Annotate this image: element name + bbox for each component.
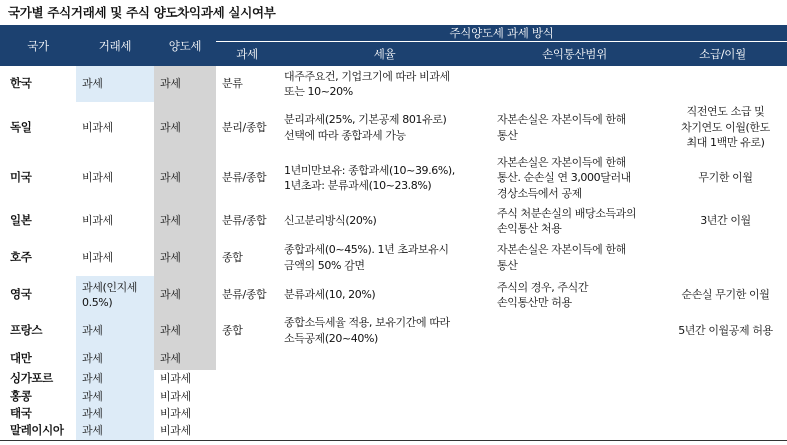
rate-cell (278, 388, 491, 405)
header-rate: 세율 (278, 42, 491, 66)
transaction-tax-cell: 과세 (76, 422, 154, 440)
taxation-cell: 분류/종합 (222, 171, 267, 185)
country-cell: 미국 (10, 170, 32, 185)
loss-offset-cell: 자본손실은 자본이득에 한해 통산. 순손실 연 3,000달러내 경상소득에서 공제 (497, 155, 631, 200)
country-cell: 일본 (10, 213, 32, 228)
carry-cell (658, 347, 787, 370)
country-cell: 한국 (10, 76, 32, 91)
taxation-cell (216, 405, 278, 422)
capital-gains-tax-cell: 과세 (154, 314, 216, 347)
taxation-cell: 분류/종합 (222, 214, 267, 228)
loss-offset-cell (491, 347, 658, 370)
taxation-cell (216, 370, 278, 388)
header-carry: 소급/이월 (658, 42, 787, 66)
capital-gains-tax-cell: 과세 (154, 276, 216, 314)
rate-cell (278, 422, 491, 440)
carry-cell (658, 370, 787, 388)
carry-cell (658, 405, 787, 422)
rate-cell (278, 347, 491, 370)
transaction-tax-cell: 비과세 (82, 171, 113, 185)
loss-offset-cell (491, 388, 658, 405)
loss-offset-cell (491, 370, 658, 388)
rate-cell (278, 370, 491, 388)
taxation-cell: 종합 (222, 323, 243, 337)
carry-cell: 무기한 이월 (698, 171, 753, 185)
country-cell: 태국 (10, 405, 32, 420)
capital-gains-tax-cell: 과세 (154, 102, 216, 153)
loss-offset-cell (491, 422, 658, 440)
transaction-tax-cell: 과세 (76, 388, 154, 405)
capital-gains-tax-cell: 과세 (154, 153, 216, 203)
transaction-tax-cell: 비과세 (82, 120, 113, 134)
carry-cell: 직전연도 소급 및 차기연도 이월(한도 최대 1백만 유로) (681, 105, 770, 150)
capital-gains-tax-cell: 과세 (154, 239, 216, 276)
capital-gains-tax-cell: 과세 (154, 66, 216, 102)
country-cell: 독일 (10, 119, 32, 134)
transaction-tax-cell: 비과세 (82, 250, 113, 264)
rate-cell: 대주주요건, 기업크기에 따라 비과세 또는 10~20% (284, 69, 450, 98)
rate-cell: 종합소득세율 적용, 보유기간에 따라 소득공제(20~40%) (284, 316, 450, 345)
page-title: 국가별 주식거래세 및 주식 양도차익과세 실시여부 (8, 5, 276, 20)
taxation-cell (216, 422, 278, 440)
rate-cell: 1년미만보유: 종합과세(10~39.6%), 1년초과: 분류과세(10~23.8%) (284, 163, 455, 192)
taxation-cell (216, 347, 278, 370)
capital-gains-tax-cell: 과세 (154, 347, 216, 370)
taxation-cell: 분류 (222, 77, 243, 91)
rate-cell: 분류과세(10, 20%) (284, 288, 376, 302)
header-loss-offset: 손익통산범위 (491, 42, 658, 66)
capital-gains-tax-cell: 비과세 (160, 389, 191, 403)
country-cell: 말레이시아 (10, 423, 64, 438)
capital-gains-tax-cell: 비과세 (160, 406, 191, 420)
rate-cell (278, 405, 491, 422)
taxation-cell: 종합 (222, 250, 243, 264)
transaction-tax-cell: 비과세 (82, 214, 113, 228)
transaction-tax-cell: 과세 (76, 347, 154, 370)
loss-offset-cell: 자본손실은 자본이득에 한해 통산 (497, 243, 626, 272)
header-country: 국가 (0, 25, 76, 66)
transaction-tax-cell: 과세 (76, 314, 154, 347)
header-transaction-tax: 거래세 (76, 25, 154, 66)
transaction-tax-cell: 과세 (76, 66, 154, 102)
header-method: 주식양도세 과세 방식 (216, 25, 787, 42)
country-cell: 호주 (10, 249, 32, 264)
transaction-tax-cell: 과세(인지세 0.5%) (76, 276, 154, 314)
capital-gains-tax-cell: 비과세 (160, 372, 191, 386)
loss-offset-cell: 주식의 경우, 주식간 손익통산만 허용 (497, 280, 589, 309)
rate-cell: 신고분리방식(20%) (284, 214, 377, 228)
taxation-cell (216, 388, 278, 405)
loss-offset-cell (491, 405, 658, 422)
carry-cell: 3년간 이월 (700, 214, 751, 228)
rate-cell: 분리과세(25%, 기본공제 801유로) 선택에 따라 종합과세 가능 (284, 113, 447, 142)
taxation-cell: 분류/종합 (222, 288, 267, 302)
loss-offset-cell: 주식 처분손실의 배당소득과의 손익통산 처용 (497, 206, 637, 235)
header-taxation: 과세 (216, 42, 278, 66)
country-cell: 영국 (10, 287, 32, 302)
carry-cell (658, 388, 787, 405)
table-bottom-border (0, 440, 787, 441)
country-cell: 싱가포르 (10, 371, 53, 386)
transaction-tax-cell: 과세 (76, 370, 154, 388)
country-cell: 대만 (10, 350, 32, 365)
carry-cell (658, 239, 787, 276)
country-cell: 홍콩 (10, 388, 32, 403)
capital-gains-tax-cell: 비과세 (160, 424, 191, 438)
capital-gains-tax-cell: 과세 (154, 203, 216, 239)
loss-offset-cell (491, 66, 658, 102)
taxation-cell: 분리/종합 (222, 120, 267, 134)
carry-cell (658, 66, 787, 102)
transaction-tax-cell: 과세 (76, 405, 154, 422)
loss-offset-cell (491, 314, 658, 347)
carry-cell: 순손실 무기한 이월 (681, 288, 770, 302)
carry-cell: 5년간 이월공제 허용 (678, 323, 773, 337)
carry-cell (658, 422, 787, 440)
loss-offset-cell: 자본손실은 자본이득에 한해 통산 (497, 113, 626, 142)
rate-cell: 종합과세(0~45%). 1년 초과보유시 금액의 50% 감면 (284, 243, 449, 272)
header-capital-gains-tax: 양도세 (154, 25, 216, 66)
country-cell: 프랑스 (10, 322, 43, 337)
